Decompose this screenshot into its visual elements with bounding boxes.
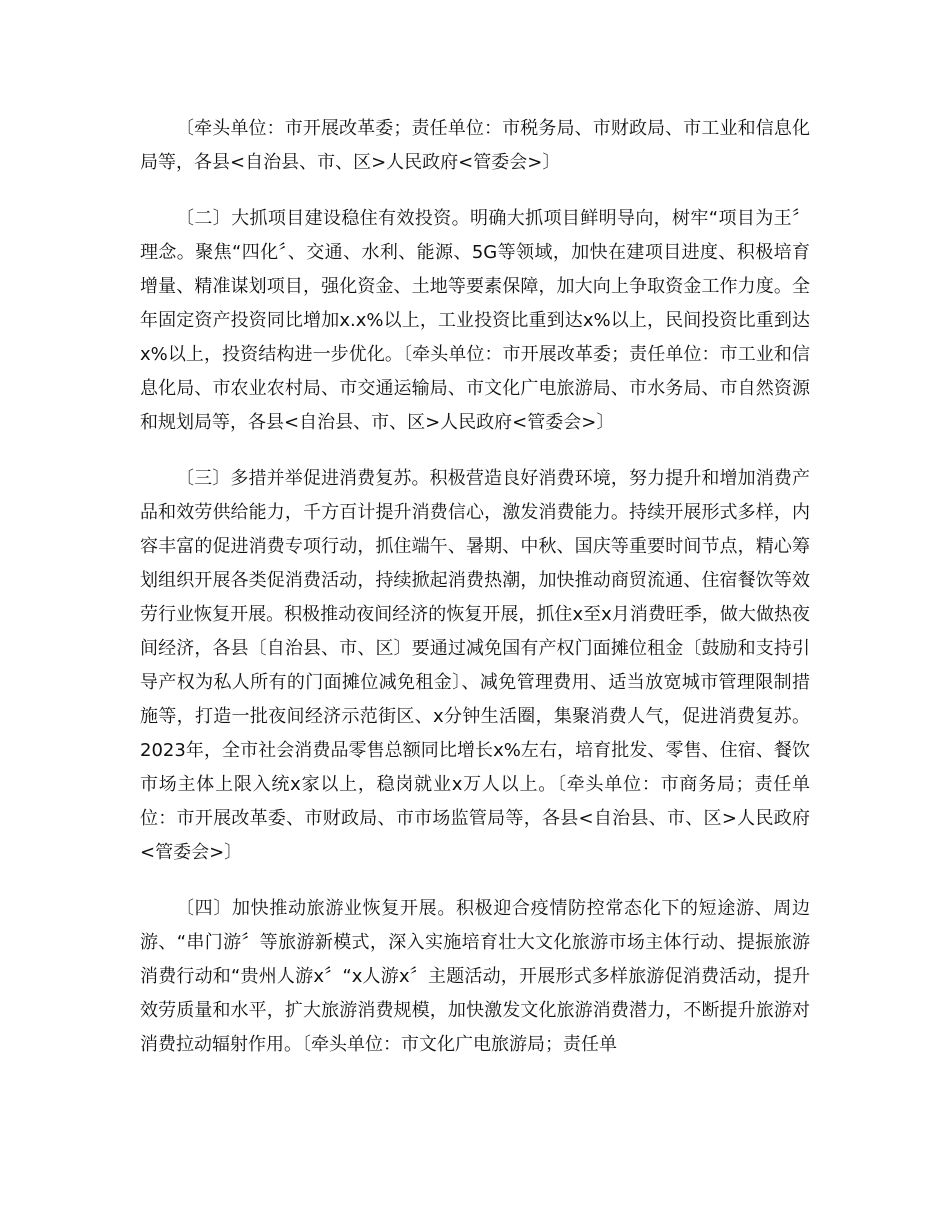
paragraph-section-3-consumption: 〔三〕多措并举促进消费复苏。积极营造良好消费环境，努力提升和增加消费产品和效劳供给能力，千方百计提升消费信心，激发消费能力。持续开展形式多样，内容丰富的促进消费专项行动，抓住端午、暑期、中秋、国庆等重要时间节点，精心筹划组织开展各类促消费活动，持续掀起消费热潮，加快推动商贸流通、住宿餐饮等效劳行业恢复开展。积极推动夜间经济的恢复开展，抓住x至x月消费旺季，做大做热夜间经济，各县〔自治县、市、区〕要通过减免国有产权门面摊位租金〔鼓励和支持引导产权为私人所有的门面摊位减免租金〕、减免管理费用、适当放宽城市管理限制措施等，打造一批夜间经济示范街区、x分钟生活圈，集聚消费人气，促进消费复苏。2023年，全市社会消费品零售总额同比增长x%左右，培育批发、零售、住宿、餐饮市场主体上限入统x家以上，稳岗就业x万人以上。〔牵头单位：市商务局；责任单位：市开展改革委、市财政局、市市场监管局等，各县<自治县、市、区>人民政府<管委会>〕 (140, 468, 810, 863)
document-body (140, 112, 810, 1084)
paragraph-section-4-tourism: 〔四〕加快推动旅游业恢复开展。积极迎合疫情防控常态化下的短途游、周边游、“串门游〞等旅游新模式，深入实施培育壮大文化旅游市场主体行动、提振旅游消费行动和“贵州人游x〞“x人游x〞主题活动，开展形式多样旅游促消费活动，提升效劳质量和水平，扩大旅游消费规模，加快激发文化旅游消费潜力，不断提升旅游对消费拉动辐射作用。〔牵头单位：市文化广电旅游局；责任单 (140, 898, 810, 1055)
paragraph-responsible-units: 〔牵头单位：市开展改革委；责任单位：市税务局、市财政局、市工业和信息化局等，各县<自治县、市、区>人民政府<管委会>〕 (140, 118, 810, 173)
paragraph-section-2-investment: 〔二〕大抓项目建设稳住有效投资。明确大抓项目鲜明导向，树牢“项目为王〞理念。聚焦“四化〞、交通、水利、能源、5G等领域，加快在建项目进度、积极培育增量、精准谋划项目，强化资金、土地等要素保障，加大向上争取资金工作力度。全年固定资产投资同比增加x.x%以上，工业投资比重到达x%以上，民间投资比重到达x%以上，投资结构进一步优化。〔牵头单位：市开展改革委；责任单位：市工业和信息化局、市农业农村局、市交通运输局、市文化广电旅游局、市水务局、市自然资源和规划局等，各县<自治县、市、区>人民政府<管委会>〕 (140, 208, 810, 433)
